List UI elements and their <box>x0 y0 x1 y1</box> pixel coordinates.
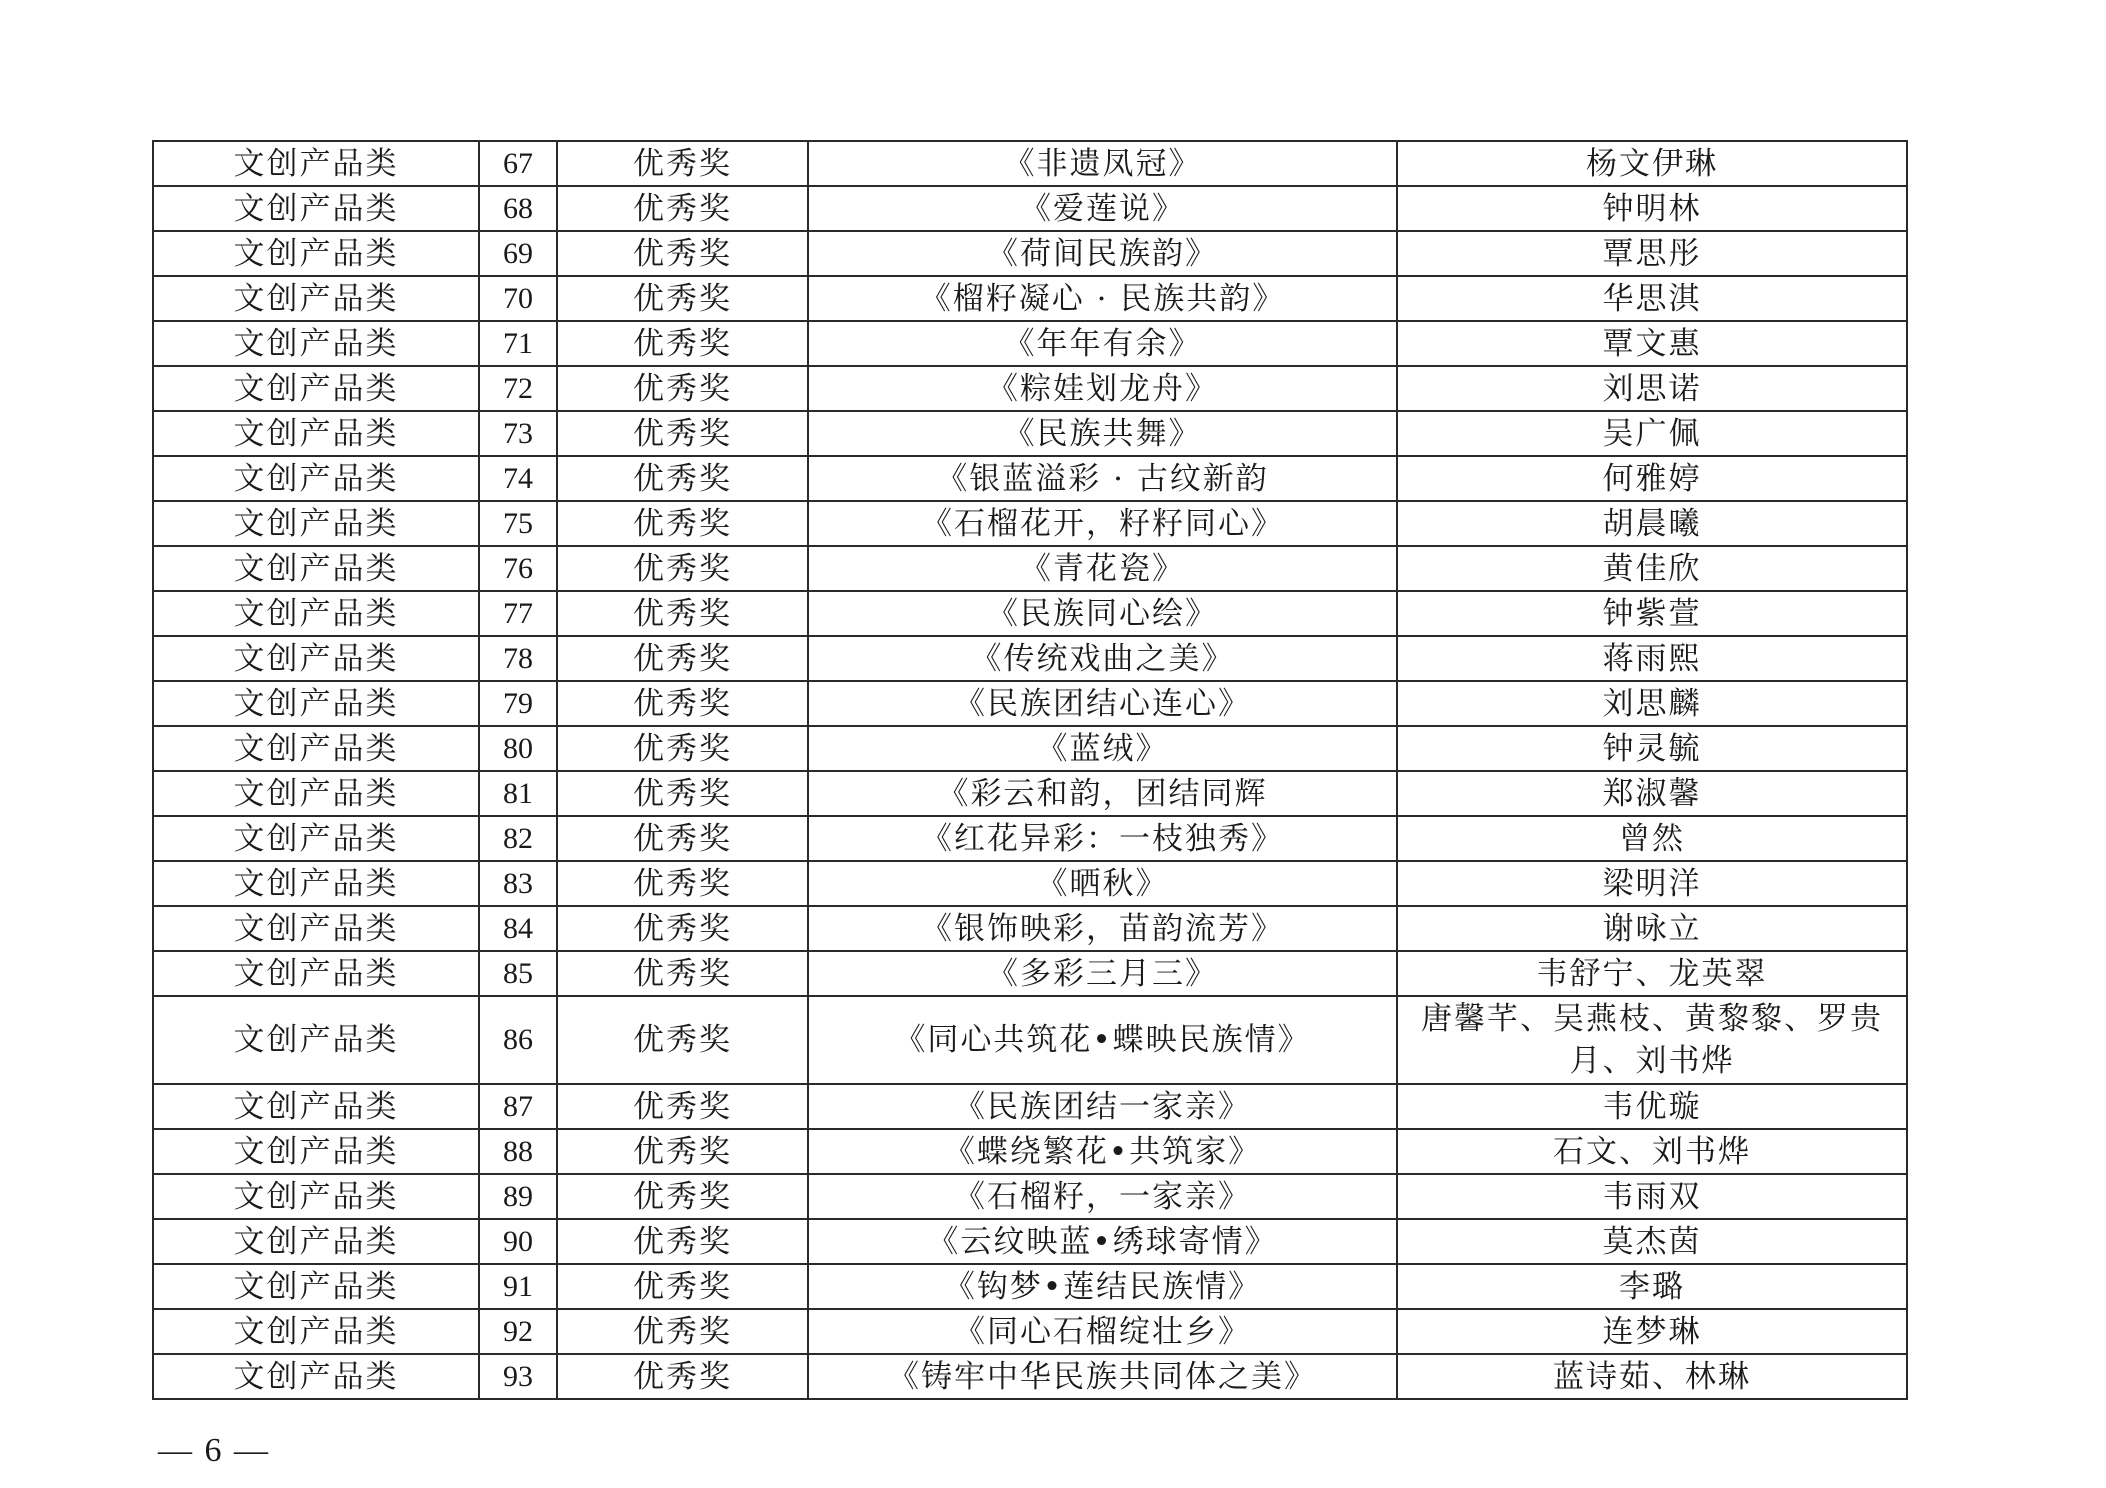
author-cell: 韦雨双 <box>1397 1174 1907 1219</box>
table-row <box>153 321 1907 366</box>
number-cell: 91 <box>479 1264 557 1309</box>
author-cell: 钟明林 <box>1397 186 1907 231</box>
award-cell: 优秀奖 <box>557 276 808 321</box>
author-cell: 胡晨曦 <box>1397 501 1907 546</box>
number-cell: 87 <box>479 1084 557 1129</box>
award-cell: 优秀奖 <box>557 816 808 861</box>
author-cell: 郑淑馨 <box>1397 771 1907 816</box>
table-row <box>153 1264 1907 1309</box>
table-row <box>153 1129 1907 1174</box>
table-row <box>153 1309 1907 1354</box>
number-cell: 79 <box>479 681 557 726</box>
author-cell: 韦舒宁、龙英翠 <box>1397 951 1907 996</box>
work-title-cell: 《银蓝溢彩 · 古纹新韵 <box>808 456 1397 501</box>
category-cell: 文创产品类 <box>153 996 479 1084</box>
author-cell: 覃文惠 <box>1397 321 1907 366</box>
work-title-cell: 《蓝绒》 <box>808 726 1397 771</box>
number-cell: 80 <box>479 726 557 771</box>
table-row <box>153 366 1907 411</box>
category-cell: 文创产品类 <box>153 681 479 726</box>
award-cell: 优秀奖 <box>557 1264 808 1309</box>
number-cell: 86 <box>479 996 557 1084</box>
work-title-cell: 《石榴籽，一家亲》 <box>808 1174 1397 1219</box>
category-cell: 文创产品类 <box>153 771 479 816</box>
author-cell: 梁明洋 <box>1397 861 1907 906</box>
author-cell: 唐馨芊、吴燕枝、黄黎黎、罗贵月、刘书烨 <box>1397 996 1907 1084</box>
work-title-cell: 《蝶绕繁花•共筑家》 <box>808 1129 1397 1174</box>
number-cell: 90 <box>479 1219 557 1264</box>
award-cell: 优秀奖 <box>557 501 808 546</box>
work-title-cell: 《钩梦•莲结民族情》 <box>808 1264 1397 1309</box>
table-row <box>153 186 1907 231</box>
award-cell: 优秀奖 <box>557 1129 808 1174</box>
table-row <box>153 276 1907 321</box>
table-row <box>153 906 1907 951</box>
table-row <box>153 1084 1907 1129</box>
table-row <box>153 456 1907 501</box>
award-cell: 优秀奖 <box>557 1219 808 1264</box>
author-cell: 连梦琳 <box>1397 1309 1907 1354</box>
work-title-cell: 《民族同心绘》 <box>808 591 1397 636</box>
award-cell: 优秀奖 <box>557 1174 808 1219</box>
table-row <box>153 951 1907 996</box>
number-cell: 75 <box>479 501 557 546</box>
number-cell: 81 <box>479 771 557 816</box>
author-cell: 韦优璇 <box>1397 1084 1907 1129</box>
award-cell: 优秀奖 <box>557 1354 808 1399</box>
table-row <box>153 1354 1907 1399</box>
category-cell: 文创产品类 <box>153 1129 479 1174</box>
author-cell: 何雅婷 <box>1397 456 1907 501</box>
category-cell: 文创产品类 <box>153 816 479 861</box>
number-cell: 84 <box>479 906 557 951</box>
award-cell: 优秀奖 <box>557 321 808 366</box>
number-cell: 67 <box>479 141 557 186</box>
work-title-cell: 《晒秋》 <box>808 861 1397 906</box>
page-number: — 6 — <box>158 1432 270 1469</box>
author-cell: 石文、刘书烨 <box>1397 1129 1907 1174</box>
award-cell: 优秀奖 <box>557 726 808 771</box>
author-cell: 钟紫萱 <box>1397 591 1907 636</box>
number-cell: 72 <box>479 366 557 411</box>
number-cell: 76 <box>479 546 557 591</box>
category-cell: 文创产品类 <box>153 1219 479 1264</box>
author-cell: 吴广佩 <box>1397 411 1907 456</box>
award-cell: 优秀奖 <box>557 141 808 186</box>
category-cell: 文创产品类 <box>153 951 479 996</box>
award-cell: 优秀奖 <box>557 186 808 231</box>
number-cell: 73 <box>479 411 557 456</box>
work-title-cell: 《红花异彩：一枝独秀》 <box>808 816 1397 861</box>
author-cell: 黄佳欣 <box>1397 546 1907 591</box>
work-title-cell: 《云纹映蓝•绣球寄情》 <box>808 1219 1397 1264</box>
number-cell: 78 <box>479 636 557 681</box>
award-cell: 优秀奖 <box>557 1309 808 1354</box>
awards-table <box>152 140 1908 1400</box>
table-row <box>153 861 1907 906</box>
number-cell: 71 <box>479 321 557 366</box>
award-cell: 优秀奖 <box>557 681 808 726</box>
number-cell: 68 <box>479 186 557 231</box>
work-title-cell: 《民族共舞》 <box>808 411 1397 456</box>
award-cell: 优秀奖 <box>557 456 808 501</box>
work-title-cell: 《非遗凤冠》 <box>808 141 1397 186</box>
author-cell: 谢咏立 <box>1397 906 1907 951</box>
category-cell: 文创产品类 <box>153 726 479 771</box>
number-cell: 70 <box>479 276 557 321</box>
work-title-cell: 《同心石榴绽壮乡》 <box>808 1309 1397 1354</box>
author-cell: 杨文伊琳 <box>1397 141 1907 186</box>
category-cell: 文创产品类 <box>153 366 479 411</box>
table-row <box>153 231 1907 276</box>
author-cell: 曾然 <box>1397 816 1907 861</box>
award-cell: 优秀奖 <box>557 411 808 456</box>
work-title-cell: 《石榴花开，籽籽同心》 <box>808 501 1397 546</box>
number-cell: 93 <box>479 1354 557 1399</box>
award-cell: 优秀奖 <box>557 771 808 816</box>
award-cell: 优秀奖 <box>557 906 808 951</box>
table-row <box>153 1174 1907 1219</box>
award-cell: 优秀奖 <box>557 366 808 411</box>
author-cell: 刘思诺 <box>1397 366 1907 411</box>
number-cell: 92 <box>479 1309 557 1354</box>
award-cell: 优秀奖 <box>557 546 808 591</box>
work-title-cell: 《爱莲说》 <box>808 186 1397 231</box>
author-cell: 钟灵毓 <box>1397 726 1907 771</box>
award-cell: 优秀奖 <box>557 636 808 681</box>
work-title-cell: 《传统戏曲之美》 <box>808 636 1397 681</box>
category-cell: 文创产品类 <box>153 456 479 501</box>
category-cell: 文创产品类 <box>153 1354 479 1399</box>
number-cell: 77 <box>479 591 557 636</box>
table-row <box>153 681 1907 726</box>
work-title-cell: 《粽娃划龙舟》 <box>808 366 1397 411</box>
category-cell: 文创产品类 <box>153 906 479 951</box>
award-cell: 优秀奖 <box>557 861 808 906</box>
category-cell: 文创产品类 <box>153 546 479 591</box>
author-cell: 蒋雨熙 <box>1397 636 1907 681</box>
category-cell: 文创产品类 <box>153 321 479 366</box>
category-cell: 文创产品类 <box>153 1264 479 1309</box>
work-title-cell: 《年年有余》 <box>808 321 1397 366</box>
number-cell: 85 <box>479 951 557 996</box>
category-cell: 文创产品类 <box>153 861 479 906</box>
work-title-cell: 《民族团结一家亲》 <box>808 1084 1397 1129</box>
work-title-cell: 《银饰映彩，苗韵流芳》 <box>808 906 1397 951</box>
category-cell: 文创产品类 <box>153 1309 479 1354</box>
number-cell: 82 <box>479 816 557 861</box>
table-row <box>153 411 1907 456</box>
category-cell: 文创产品类 <box>153 276 479 321</box>
table-row <box>153 1219 1907 1264</box>
table-row <box>153 726 1907 771</box>
number-cell: 89 <box>479 1174 557 1219</box>
author-cell: 莫杰茵 <box>1397 1219 1907 1264</box>
number-cell: 88 <box>479 1129 557 1174</box>
work-title-cell: 《彩云和韵，团结同辉 <box>808 771 1397 816</box>
category-cell: 文创产品类 <box>153 1084 479 1129</box>
number-cell: 69 <box>479 231 557 276</box>
award-cell: 优秀奖 <box>557 231 808 276</box>
author-cell: 李璐 <box>1397 1264 1907 1309</box>
table-row <box>153 816 1907 861</box>
category-cell: 文创产品类 <box>153 591 479 636</box>
table-row <box>153 771 1907 816</box>
author-cell: 华思淇 <box>1397 276 1907 321</box>
award-cell: 优秀奖 <box>557 1084 808 1129</box>
work-title-cell: 《民族团结心连心》 <box>808 681 1397 726</box>
work-title-cell: 《青花瓷》 <box>808 546 1397 591</box>
number-cell: 74 <box>479 456 557 501</box>
award-cell: 优秀奖 <box>557 591 808 636</box>
award-cell: 优秀奖 <box>557 996 808 1084</box>
author-cell: 覃思彤 <box>1397 231 1907 276</box>
table-row <box>153 501 1907 546</box>
table-row <box>153 546 1907 591</box>
category-cell: 文创产品类 <box>153 411 479 456</box>
awards-table-body <box>153 141 1907 1399</box>
work-title-cell: 《同心共筑花•蝶映民族情》 <box>808 996 1397 1084</box>
number-cell: 83 <box>479 861 557 906</box>
award-cell: 优秀奖 <box>557 951 808 996</box>
table-row <box>153 141 1907 186</box>
work-title-cell: 《荷间民族韵》 <box>808 231 1397 276</box>
table-row <box>153 996 1907 1084</box>
category-cell: 文创产品类 <box>153 186 479 231</box>
author-cell: 刘思麟 <box>1397 681 1907 726</box>
category-cell: 文创产品类 <box>153 636 479 681</box>
category-cell: 文创产品类 <box>153 141 479 186</box>
category-cell: 文创产品类 <box>153 501 479 546</box>
work-title-cell: 《榴籽凝心 · 民族共韵》 <box>808 276 1397 321</box>
category-cell: 文创产品类 <box>153 1174 479 1219</box>
work-title-cell: 《多彩三月三》 <box>808 951 1397 996</box>
table-row <box>153 636 1907 681</box>
table-row <box>153 591 1907 636</box>
category-cell: 文创产品类 <box>153 231 479 276</box>
work-title-cell: 《铸牢中华民族共同体之美》 <box>808 1354 1397 1399</box>
author-cell: 蓝诗茹、林琳 <box>1397 1354 1907 1399</box>
